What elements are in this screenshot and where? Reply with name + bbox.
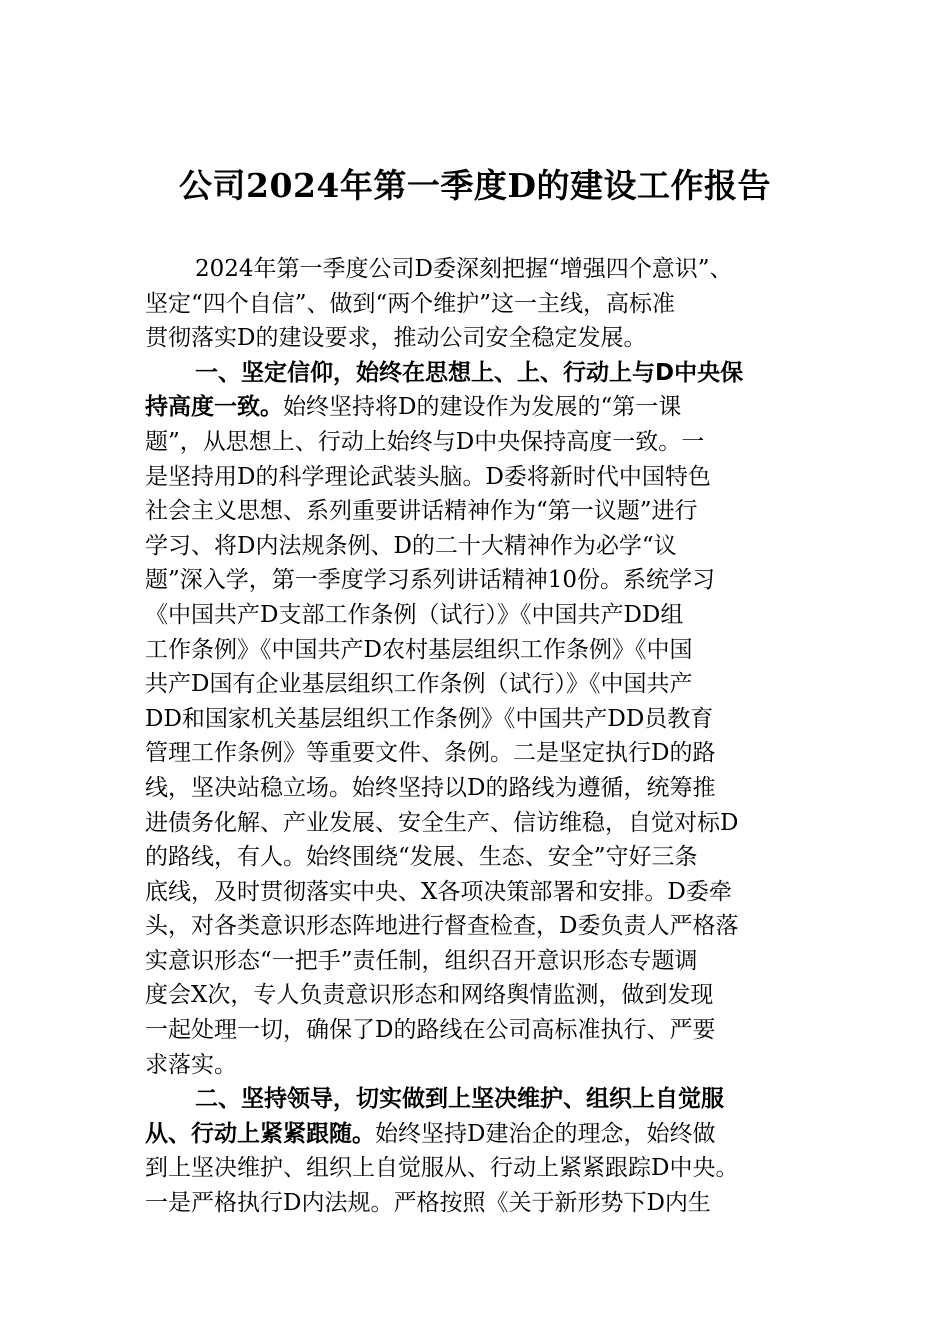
text-line xyxy=(145,1151,805,1186)
text-line xyxy=(145,563,805,598)
text-line xyxy=(145,1013,805,1048)
text-line xyxy=(145,287,805,322)
line-text: 进债务化解、产业发展、安全生产、信访维稳，自觉对标D xyxy=(145,809,739,836)
section-heading: 持高度一致。 xyxy=(145,394,283,421)
paragraph xyxy=(145,1082,805,1220)
line-text: 实意识形态“一把手”责任制，组织召开意识形态专题调 xyxy=(145,947,698,974)
line-text: 始终坚持D建治企的理念，始终做 xyxy=(375,1120,716,1147)
text-line xyxy=(145,978,805,1013)
text-line xyxy=(145,944,805,979)
section-heading: 一、坚定信仰，始终在思想上、上、行动上与D中央保 xyxy=(195,359,744,386)
line-text: 一起处理一切，确保了D的路线在公司高标准执行、严要 xyxy=(145,1017,716,1044)
text-line xyxy=(145,667,805,702)
text-line xyxy=(145,252,805,287)
line-text: 管理工作条例》等重要文件、条例。二是坚定执行D的路 xyxy=(145,740,716,767)
line-text: 求落实。 xyxy=(145,1051,237,1078)
paragraph xyxy=(145,356,805,1082)
line-text: 《中国共产D支部工作条例（试行）》《中国共产DD组 xyxy=(145,601,684,628)
text-line xyxy=(145,460,805,495)
line-text: 学习、将D内法规条例、D的二十大精神作为必学“议 xyxy=(145,532,677,559)
line-text: 的路线，有人。始终围绕“发展、生态、安全”守好三条 xyxy=(145,844,698,871)
text-line xyxy=(145,356,805,391)
text-line xyxy=(145,321,805,356)
line-text: 线，坚决站稳立场。始终坚持以D的路线为遵循，统筹推 xyxy=(145,774,716,801)
text-line xyxy=(145,390,805,425)
line-text: 是坚持用D的科学理论武装头脑。D委将新时代中国特色 xyxy=(145,463,711,490)
text-line xyxy=(145,840,805,875)
line-text: 共产D国有企业基层组织工作条例（试行）》《中国共产 xyxy=(145,671,693,698)
text-line xyxy=(145,529,805,564)
text-line xyxy=(145,702,805,737)
text-line xyxy=(145,1082,805,1117)
line-text: 2024年第一季度公司D委深刻把握“增强四个意识”、 xyxy=(195,256,733,282)
line-text: 底线，及时贯彻落实中央、X各项决策部署和安排。D委牵 xyxy=(145,878,732,905)
paragraph xyxy=(145,252,805,356)
line-text: 坚定“四个自信”、做到“两个维护”这一主线，高标准 xyxy=(145,290,676,317)
text-line xyxy=(145,598,805,633)
line-text: 题”深入学，第一季度学习系列讲话精神10份。系统学习 xyxy=(145,567,716,594)
document-title: 公司2024年第一季度D的建设工作报告 xyxy=(179,166,771,205)
line-text: 一是严格执行D内法规。严格按照《关于新形势下D内生 xyxy=(145,1190,711,1217)
line-text: 到上坚决维护、组织上自觉服从、行动上紧紧跟踪D中央。 xyxy=(145,1155,739,1182)
text-line xyxy=(145,1186,805,1221)
line-text: 头，对各类意识形态阵地进行督查检查，D委负责人严格落 xyxy=(145,913,739,940)
line-text: 始终坚持将D的建设作为发展的“第一课 xyxy=(283,394,682,421)
document-body xyxy=(145,252,805,1221)
text-line xyxy=(145,771,805,806)
text-line xyxy=(145,909,805,944)
line-text: 题”，从思想上、行动上始终与D中央保持高度一致。一 xyxy=(145,428,705,455)
text-line xyxy=(145,736,805,771)
text-line xyxy=(145,633,805,668)
section-heading: 从、行动上紧紧跟随。 xyxy=(145,1120,375,1147)
line-text: 度会X次，专人负责意识形态和网络舆情监测，做到发现 xyxy=(145,982,714,1009)
line-text: DD和国家机关基层组织工作条例》《中国共产DD员教育 xyxy=(145,705,714,732)
text-line xyxy=(145,1048,805,1083)
text-line xyxy=(145,875,805,910)
line-text: 社会主义思想、系列重要讲话精神作为“第一议题”进行 xyxy=(145,498,698,525)
section-heading: 二、坚持领导，切实做到上坚决维护、组织上自觉服 xyxy=(195,1086,724,1113)
text-line xyxy=(145,806,805,841)
text-line xyxy=(145,494,805,529)
line-text: 贯彻落实D的建设要求，推动公司安全稳定发展。 xyxy=(145,325,647,352)
text-line xyxy=(145,1117,805,1152)
text-line xyxy=(145,425,805,460)
line-text: 工作条例》《中国共产D农村基层组织工作条例》《中国 xyxy=(145,636,693,663)
